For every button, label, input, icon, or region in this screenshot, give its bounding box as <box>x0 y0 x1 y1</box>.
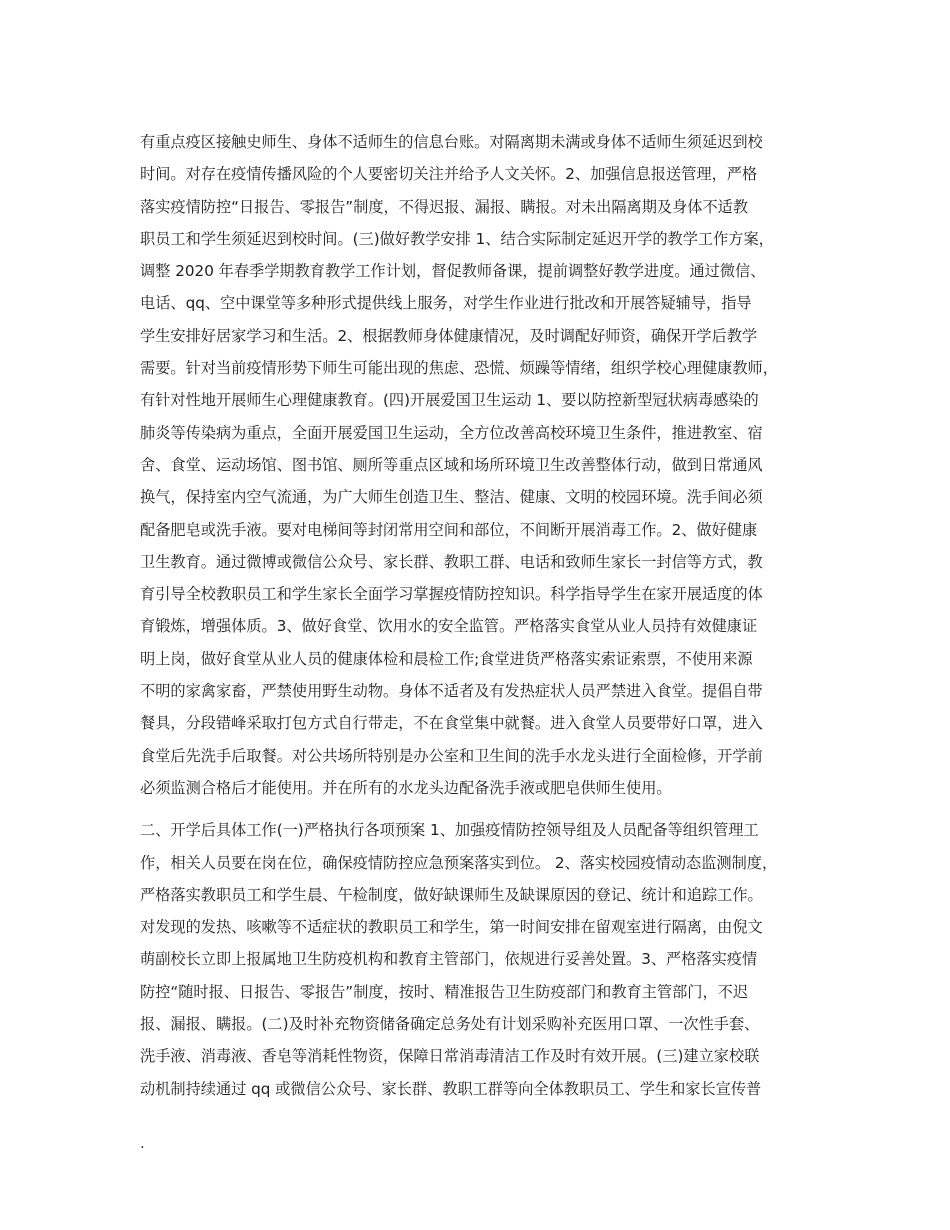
text-line: 电话、qq、空中课堂等多种形式提供线上服务，对学生作业进行批改和开展答疑辅导，指导 <box>140 294 752 313</box>
text-line: 育锻炼，增强体质。3、做好食堂、饮用水的安全监管。严格落实食堂从业人员持有效健康证 <box>140 617 758 636</box>
text-line: 严格落实教职员工和学生晨、午检制度，做好缺课师生及缺课原因的登记、统计和追踪工作。 <box>140 885 763 904</box>
text-line: 动机制持续通过 qq 或微信公众号、家长群、教职工群等向全体教职员工、学生和家长宣传普 <box>140 1079 762 1098</box>
text-line: 时间。对存在疫情传播风险的个人要密切关注并给予人文关怀。2、加强信息报送管理，严格 <box>140 165 758 184</box>
text-line: 报、漏报、瞒报。(二)及时补充物资储备确定总务处有计划采购补充医用口罩、一次性手套、 <box>140 1015 760 1034</box>
text-line: 育引导全校教职员工和学生家长全面学习掌握疫情防控知识。科学指导学生在家开展适度的体 <box>140 585 763 604</box>
text-line: 食堂后先洗手后取餐。对公共场所特别是办公室和卫生间的洗手水龙头进行全面检修，开学前 <box>140 746 763 765</box>
text-line: 萌副校长立即上报属地卫生防疫机构和教育主管部门，依规进行妥善处置。3、严格落实疫情 <box>140 950 758 969</box>
text-line: 不明的家禽家畜，严禁使用野生动物。身体不适者及有发热症状人员严禁进入食堂。提倡自带 <box>140 682 763 701</box>
text-line: 作，相关人员要在岗在位，确保疫情防控应急预案落实到位。 2、落实校园疫情动态监测制度， <box>140 853 778 872</box>
paragraph <box>140 126 830 804</box>
footer-dot: . <box>140 1134 145 1152</box>
text-line: 防控“随时报、日报告、零报告”制度，按时、精准报告卫生防疫部门和教育主管部门，不迟 <box>140 982 749 1001</box>
text-line: 职员工和学生须延迟到校时间。(三)做好教学安排 1、结合实际制定延迟开学的教学工作方案， <box>140 229 774 248</box>
text-line: 对发现的发热、咳嗽等不适症状的教职员工和学生，第一时间安排在留观室进行隔离，由倪文 <box>140 918 763 937</box>
text-line: 卫生教育。通过微博或微信公众号、家长群、教职工群、电话和致师生家长一封信等方式，教 <box>140 552 763 571</box>
text-line: 需要。针对当前疫情形势下师生可能出现的焦虑、恐慌、烦躁等情绪，组织学校心理健康教师， <box>140 359 778 378</box>
text-line: 二、开学后具体工作(一)严格执行各项预案 1、加强疫情防控领导组及人员配备等组织管理工 <box>140 821 759 840</box>
text-line: 洗手液、消毒液、香皂等消耗性物资，保障日常消毒清洁工作及时有效开展。(三)建立家校联 <box>140 1047 760 1066</box>
text-line: 肺炎等传染病为重点，全面开展爱国卫生运动，全方位改善高校环境卫生条件，推进教室、宿 <box>140 423 763 442</box>
text-line: 落实疫情防控“日报告、零报告”制度，不得迟报、漏报、瞒报。对未出隔离期及身体不适教 <box>140 197 749 216</box>
text-line: 学生安排好居家学习和生活。2、根据教师身体健康情况，及时调配好师资，确保开学后教学 <box>140 326 758 345</box>
document-body <box>140 126 830 1105</box>
text-line: 明上岗，做好食堂从业人员的健康体检和晨检工作;食堂进货严格落实索证索票，不使用来源 <box>140 649 753 668</box>
text-line: 餐具，分段错峰采取打包方式自行带走，不在食堂集中就餐。进入食堂人员要带好口罩，进入 <box>140 714 763 733</box>
text-line: 舍、食堂、运动场馆、图书馆、厕所等重点区域和场所环境卫生改善整体行动，做到日常通风 <box>140 455 763 474</box>
text-line: 配备肥皂或洗手液。要对电梯间等封闭常用空间和部位，不间断开展消毒工作。2、做好健康 <box>140 520 758 539</box>
text-line: 必须监测合格后才能使用。并在所有的水龙头边配备洗手液或肥皂供师生使用。 <box>140 778 672 797</box>
text-line: 有重点疫区接触史师生、身体不适师生的信息台账。对隔离期未满或身体不适师生须延迟到校 <box>140 133 763 151</box>
text-line: 调整 2020 年春季学期教育教学工作计划，督促教师备课，提前调整好教学进度。通过微信、 <box>140 262 766 281</box>
paragraph <box>140 814 830 1105</box>
text-line: 换气，保持室内空气流通，为广大师生创造卫生、整洁、健康、文明的校园环境。洗手间必须 <box>140 488 763 507</box>
text-line: 有针对性地开展师生心理健康教育。(四)开展爱国卫生运动 1、要以防控新型冠状病毒感染的 <box>140 391 759 410</box>
